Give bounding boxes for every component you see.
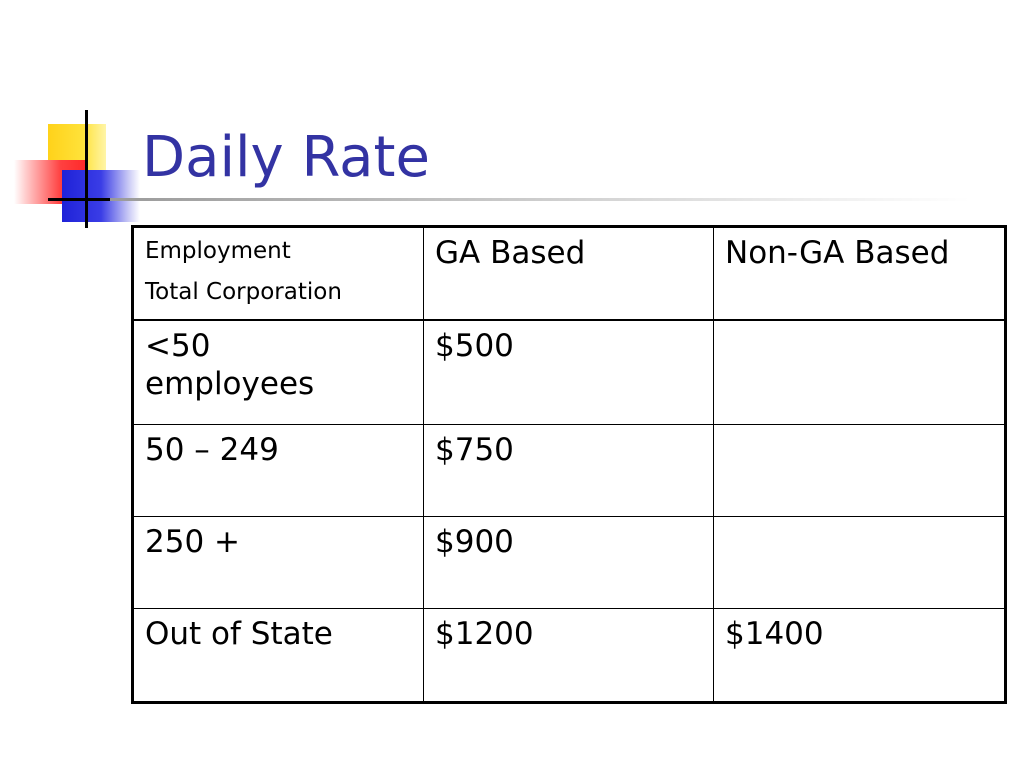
row-ga-cell: $500	[424, 320, 714, 425]
row-non-ga-cell	[714, 425, 1006, 517]
row-size-cell	[133, 609, 424, 703]
header-ga-based: GA Based	[424, 227, 714, 320]
row-size-line1: 250 +	[145, 524, 240, 560]
row-non-ga-cell	[714, 320, 1006, 425]
color-squares-logo-icon	[0, 0, 140, 240]
header-non-ga-based: Non-GA Based	[714, 227, 1006, 320]
row-size-line1: 50 – 249	[145, 432, 279, 468]
header-employment-line1: Employment	[145, 238, 291, 264]
row-size-line1: Out of State	[145, 616, 333, 652]
row-non-ga-cell: $1400	[714, 609, 1006, 703]
slide-title: Daily Rate	[142, 125, 430, 190]
table-row	[133, 517, 1006, 609]
table-row	[133, 320, 1006, 425]
row-ga-cell: $1200	[424, 609, 714, 703]
logo-blue-square	[62, 170, 140, 222]
row-ga-cell: $900	[424, 517, 714, 609]
row-size-line2: employees	[145, 365, 315, 402]
table-header-row	[133, 227, 1006, 320]
title-underline	[110, 198, 970, 201]
logo-vertical-line	[85, 110, 88, 228]
row-non-ga-cell	[714, 517, 1006, 609]
row-size-line1: <50	[145, 327, 211, 364]
row-size-cell	[133, 517, 424, 609]
table-row	[133, 425, 1006, 517]
row-size-cell	[133, 320, 424, 425]
table-row	[133, 609, 1006, 703]
header-employment-line2: Total Corporation	[145, 279, 342, 305]
header-employment	[133, 227, 424, 320]
row-ga-cell: $750	[424, 425, 714, 517]
daily-rate-table	[131, 225, 1007, 704]
row-size-cell	[133, 425, 424, 517]
